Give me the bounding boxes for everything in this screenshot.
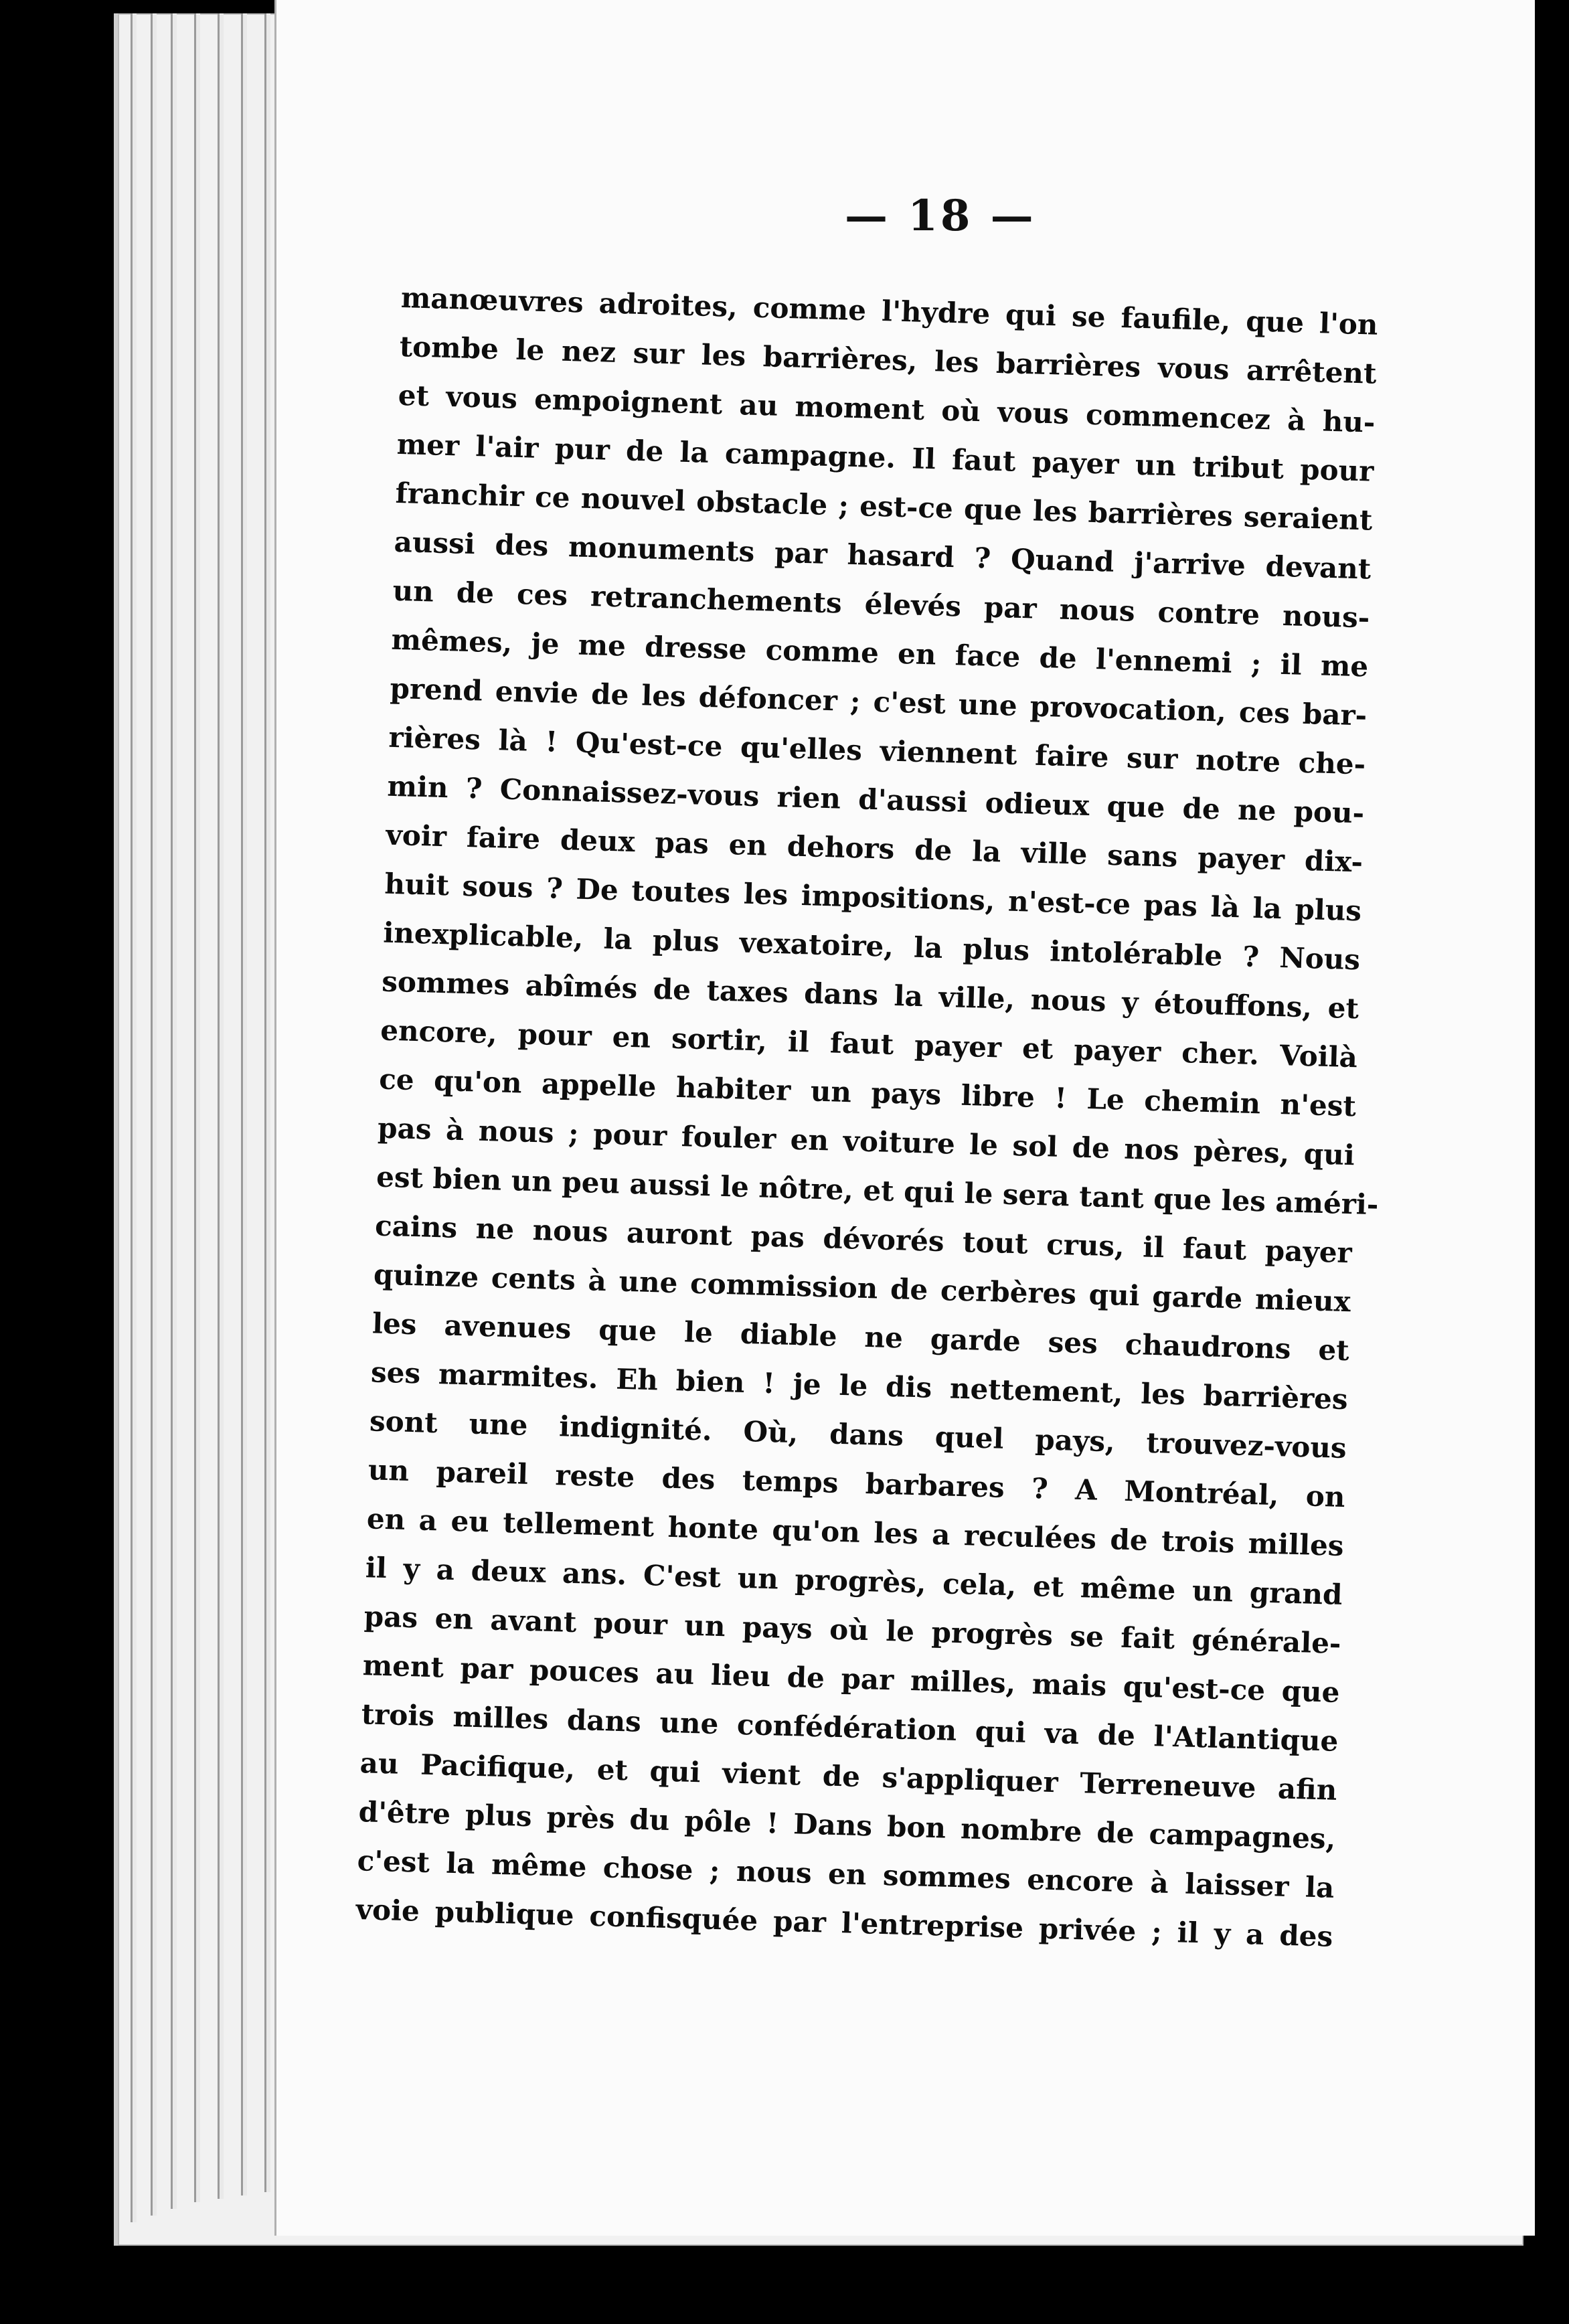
- text-line: sont une indignité. Où, dans quel pays, trouvez-vous: [369, 1404, 1347, 1465]
- text-line: prend envie de les défoncer ; c'est une provocation, ces bar-: [389, 671, 1368, 732]
- text-line: et vous empoignent au moment où vous commencez à hu-: [398, 378, 1376, 439]
- text-line: inexplicable, la plus vexatoire, la plus intolérable ? Nous: [382, 916, 1361, 977]
- text-line: ce qu'on appelle habiter un pays libre ! Le chemin n'est: [378, 1062, 1357, 1123]
- text-line: en a eu tellement honte qu'on les a reculées de trois milles: [366, 1502, 1345, 1563]
- text-line: mer l'air pur de la campagne. Il faut payer un tribut pour: [396, 427, 1374, 488]
- text-line: voie publique confisquée par l'entreprise privée ; il y a des: [355, 1893, 1333, 1953]
- text-line: pas en avant pour un pays où le progrès se fait générale-: [363, 1600, 1342, 1660]
- text-line: rières là ! Qu'est-ce qu'elles viennent faire sur notre che-: [388, 720, 1366, 781]
- text-line: ment par pouces au lieu de par milles, mais qu'est-ce que: [362, 1649, 1341, 1709]
- text-line: au Pacifique, et qui vient de s'appliquer Terreneuve afin: [359, 1746, 1337, 1807]
- text-line: les avenues que le diable ne garde ses chaudrons et: [371, 1307, 1350, 1367]
- page-edge: [218, 13, 224, 2199]
- text-line: mêmes, je me dresse comme en face de l'ennemi ; il me: [391, 622, 1369, 683]
- page-edge: [264, 13, 270, 2192]
- text-line: quinze cents à une commission de cerbères qui garde mieux: [373, 1258, 1351, 1319]
- text-line: aussi des monuments par hasard ? Quand j'arrive devant: [394, 525, 1372, 586]
- text-line: cains ne nous auront pas dévorés tout crus, il faut payer: [374, 1209, 1353, 1270]
- text-line: sommes abîmés de taxes dans la ville, nous y étouffons, et: [381, 965, 1359, 1025]
- text-line: huit sous ? De toutes les impositions, n'est-ce pas là la plus: [384, 867, 1362, 928]
- text-line: tombe le nez sur les barrières, les barrières vous arrêtent: [399, 329, 1378, 390]
- text-line: franchir ce nouvel obstacle ; est-ce que les barrières seraient: [395, 476, 1373, 537]
- page-edge: [194, 13, 200, 2202]
- text-line: d'être plus près du pôle ! Dans bon nombre de campagnes,: [358, 1795, 1336, 1855]
- text-line: ses marmites. Eh bien ! je le dis nettement, les barrières: [370, 1355, 1349, 1416]
- page-edge: [171, 13, 177, 2209]
- text-line: encore, pour en sortir, il faut payer et payer cher. Voilà: [380, 1013, 1358, 1074]
- text-line: un de ces retranchements élevés par nous contre nous-: [392, 574, 1370, 635]
- page-edge: [151, 13, 157, 2216]
- text-line: min ? Connaissez-vous rien d'aussi odieux que de ne pou-: [386, 769, 1365, 830]
- page-edge: [241, 13, 247, 2195]
- text-line: pas à nous ; pour fouler en voiture le sol de nos pères, qui: [377, 1111, 1355, 1172]
- text-line: est bien un peu aussi le nôtre, et qui le sera tant que les améri-: [376, 1160, 1380, 1222]
- text-line: c'est la même chose ; nous en sommes encore à laisser la: [357, 1844, 1335, 1904]
- text-line: voir faire deux pas en dehors de la ville sans payer dix-: [385, 818, 1364, 879]
- text-line: manœuvres adroites, comme l'hydre qui se faufile, que l'on: [400, 280, 1379, 341]
- text-line: un pareil reste des temps barbares ? A Montréal, on: [367, 1453, 1346, 1514]
- text-line: trois milles dans une confédération qui va de l'Atlantique: [361, 1697, 1339, 1758]
- page-edge: [131, 13, 137, 2222]
- body-text: [355, 273, 1379, 1961]
- page-number: — 18 —: [845, 191, 1036, 241]
- text-line: il y a deux ans. C'est un progrès, cela, et même un grand: [365, 1551, 1343, 1612]
